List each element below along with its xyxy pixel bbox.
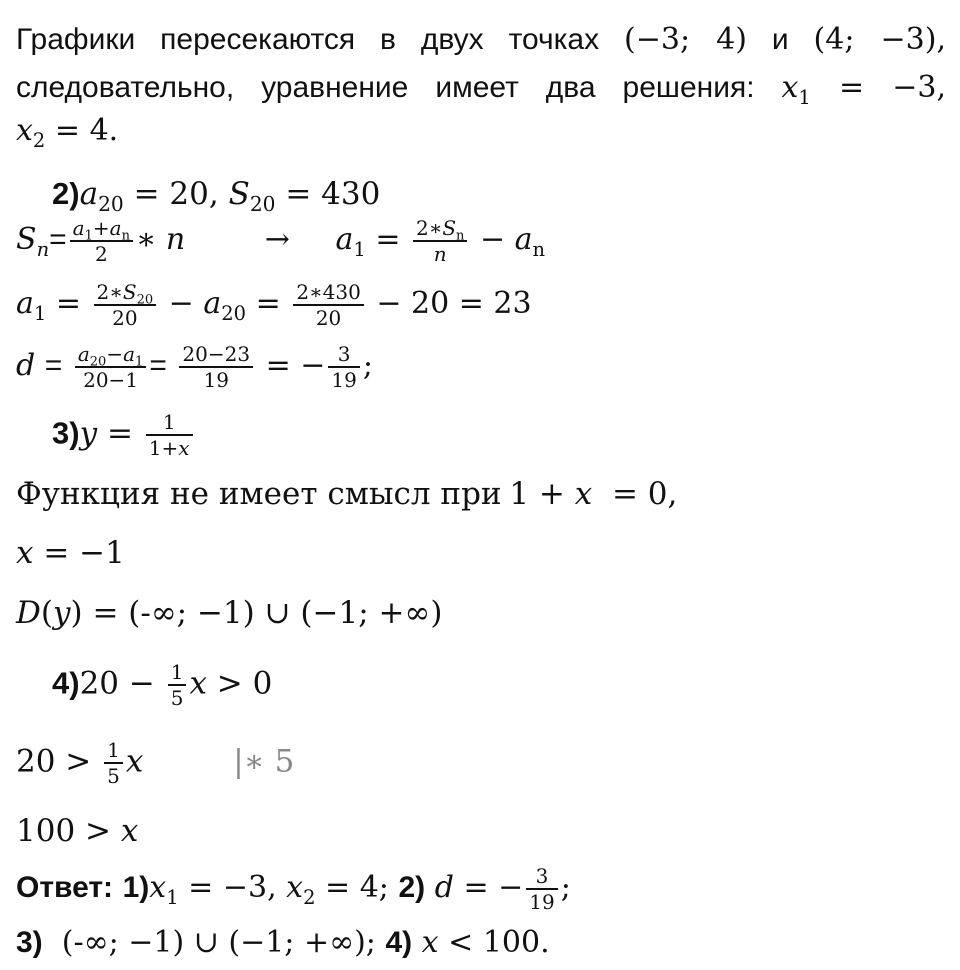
word: в [380,23,396,56]
intro-line-2 [16,70,947,109]
word: решения: [622,71,755,104]
answer-line-2: 3) (-∞; −1) ∪ (−1; +∞); 4) x < 100. [16,925,550,960]
part4-inequality: 4)20 − $\frac{1}{5}$ x > 0 [52,660,273,710]
answer-line-1: Ответ: $1)x_1 = -3$, $x_2 = 4$; 2) d = − $\frac{3}{19}$ ; [16,864,571,914]
multiply-note: |∗ 5 [233,743,295,780]
part3-label: 3) [52,415,80,451]
x1-solution: $x_1 = -3$, [781,70,947,109]
part4-label: 4) [52,665,80,701]
intro-line-3: $x_2 = 4$. [16,113,119,152]
x2-solution: = 4. [54,113,119,148]
part4-step2: 20 > $\frac{1}{5}$ x |∗ 5 [16,738,295,788]
word: двух [420,23,484,56]
part3-function: 3)y = $\frac{1}{1+x}$ [52,412,196,458]
part2-d: d = $\frac{a_{20}-a_1}{20-1}$ = $\frac{20-23}{19}$ = − $\frac{3}{19}$ ; [16,342,373,392]
answer-label: Ответ: [16,871,114,904]
word: пересекаются [160,23,356,56]
word: и [771,23,789,56]
no-sense-text: Функция не имеет смысл при [16,476,502,512]
word: два [545,71,596,104]
part2-given: $2)a_{20} = 20$, $S_{20} = 430$ [52,176,381,217]
word: имеет [435,71,519,104]
part4-step3: 100 > x [16,813,139,849]
word: Графики [16,23,136,56]
part3-condition: Функция не имеет смысл при 1 + x = 0, [16,476,678,512]
arrow-icon: → [264,222,290,257]
part2-a1: $a_1$ = $\frac{2∗S_{20}}{20}$ − $a_{20}$ = $\frac{2∗430}{20}$ − 20 = 23 [16,280,532,330]
word: уравнение [261,71,409,104]
word: следовательно, [16,71,235,104]
point-a: (−3; 4) [624,22,747,57]
intro-line-1 [16,22,946,57]
part3-domain: D(y) = (-∞; −1) ∪ (−1; +∞) [16,595,443,631]
part3-root: x = −1 [16,535,125,571]
part2-formula: $S_n=$ $\frac{a_1+a_n}{2}$ ∗ $n \to a_1$ = $\frac{2∗S_n}{n}$ − $a_n$ [16,216,546,266]
point-b: (4; −3), [813,22,946,57]
word: точках [508,23,600,56]
part2-label: 2) [52,176,80,211]
